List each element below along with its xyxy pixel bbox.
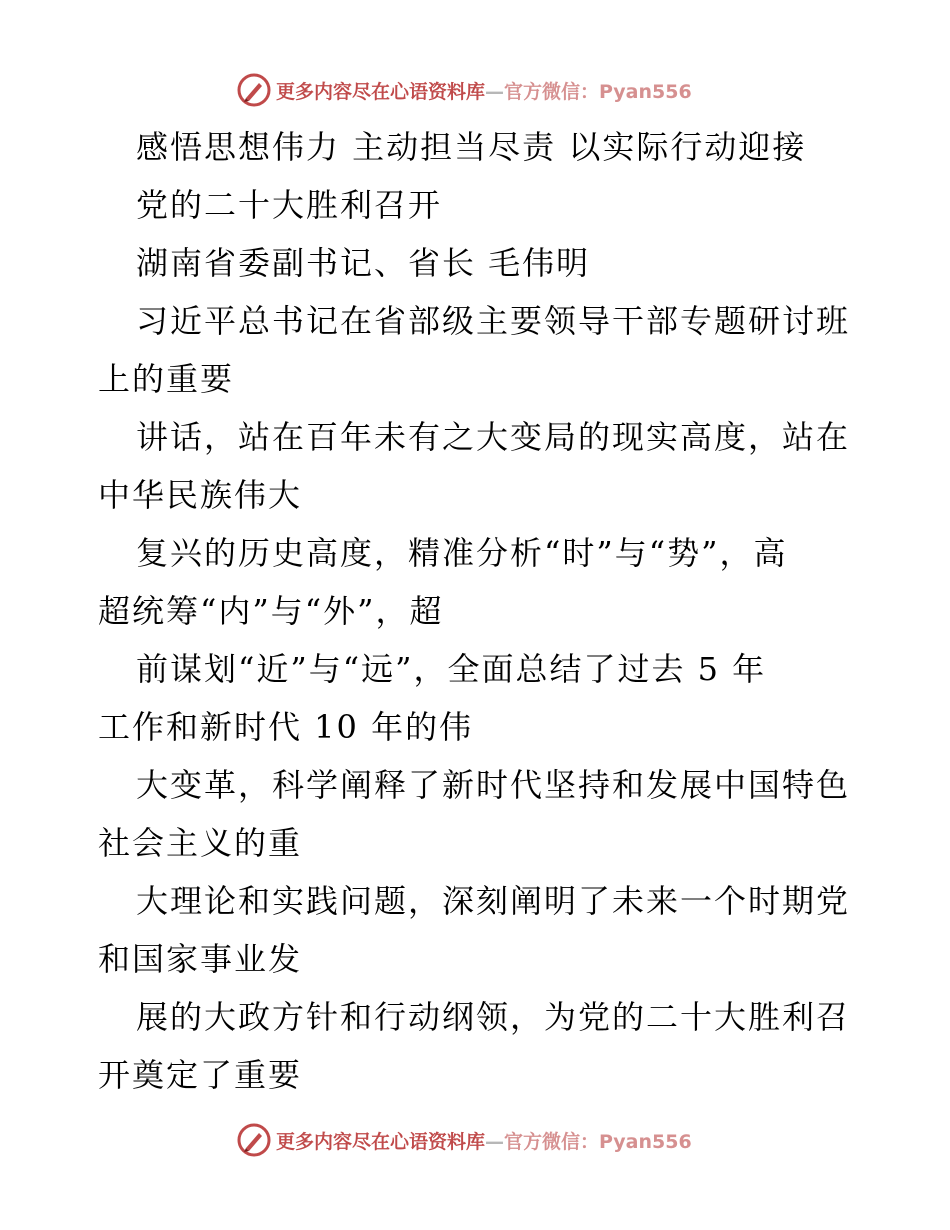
author-line: 湖南省委副书记、省长 毛伟明 xyxy=(136,244,591,282)
paragraph-line: 工作和新时代 10 年的伟 xyxy=(98,708,474,746)
paragraph-line: 大理论和实践问题，深刻阐明了未来一个时期党 xyxy=(136,882,851,920)
document-body xyxy=(98,118,858,1104)
paragraph-line: 复兴的历史高度，精准分析“时”与“势”，高 xyxy=(136,534,788,572)
paragraph-line: 超统筹“内”与“外”，超 xyxy=(98,592,444,630)
paragraph-line: 和国家事业发 xyxy=(98,940,303,978)
watermark-separator: — xyxy=(485,80,505,103)
pen-logo-icon xyxy=(236,1122,272,1158)
paragraph-line: 上的重要 xyxy=(98,360,235,398)
paragraph-line: 讲话，站在百年未有之大变局的现实高度，站在 xyxy=(136,418,851,456)
paragraph-line: 大变革，科学阐释了新时代坚持和发展中国特色 xyxy=(136,766,851,804)
paragraph-line: 前谋划“近”与“远”，全面总结了过去 5 年 xyxy=(136,650,767,688)
paragraph-line: 展的大政方针和行动纲领，为党的二十大胜利召 xyxy=(136,998,851,1036)
watermark-contact: 官方微信：Pyan556 xyxy=(504,1130,692,1153)
paragraph-line: 开奠定了重要 xyxy=(98,1056,303,1094)
paragraph-line: 社会主义的重 xyxy=(98,824,303,862)
watermark-footer xyxy=(236,1122,692,1158)
watermark-brand: 更多内容尽在心语资料库 xyxy=(276,1130,486,1153)
pen-logo-icon xyxy=(236,72,272,108)
paragraph-line: 中华民族伟大 xyxy=(98,476,303,514)
watermark-contact: 官方微信：Pyan556 xyxy=(504,80,692,103)
title-line: 党的二十大胜利召开 xyxy=(136,186,443,224)
title-line: 感悟思想伟力 主动担当尽责 以实际行动迎接 xyxy=(136,128,807,166)
watermark-brand: 更多内容尽在心语资料库 xyxy=(276,80,486,103)
watermark-separator: — xyxy=(485,1130,505,1153)
watermark-header xyxy=(236,72,692,108)
paragraph-line: 习近平总书记在省部级主要领导干部专题研讨班 xyxy=(136,302,851,340)
